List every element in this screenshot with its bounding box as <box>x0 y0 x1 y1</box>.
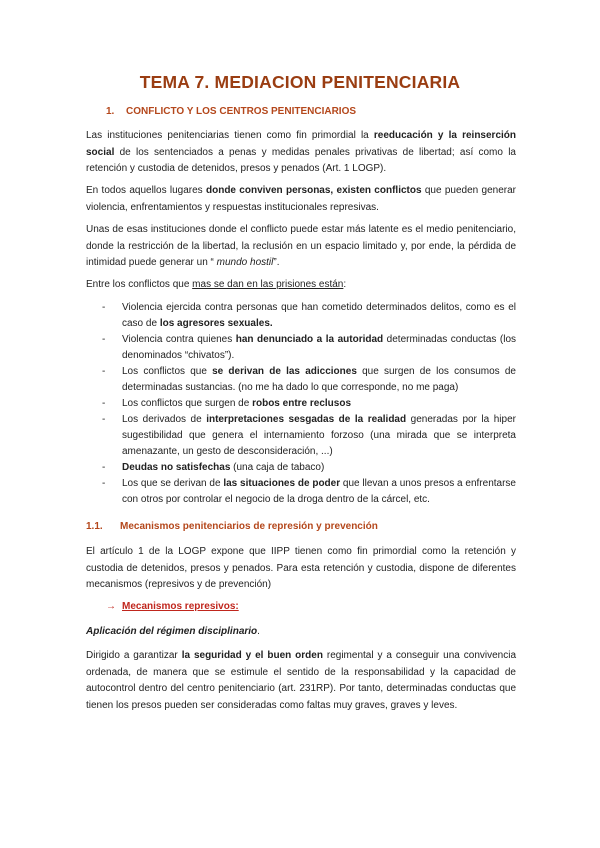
section-title: Mecanismos penitenciarios de represión y prevención <box>120 521 378 532</box>
text-run: Dirigido a garantizar <box>86 650 182 661</box>
paragraph-1 <box>86 128 516 178</box>
section-heading-1-1 <box>86 521 378 532</box>
list-item: - Los que se derivan de las situaciones de poder que llevan a unos presos a enfrentarse con otros por controlar el negocio de la droga dentro de la cárcel, etc. <box>102 478 516 505</box>
list-item: - Deudas no satisfechas (una caja de tabaco) <box>102 462 325 473</box>
subsubheading-disciplinary <box>86 626 260 637</box>
text-run: ”. <box>273 257 280 268</box>
paragraph-5: El artículo 1 de la LOGP expone que IIPP tienen como fin primordial como la retención y custodia de detenidos, presos y penados. Para esta retención y custodia, dispone de diferentes mecanismos (represivos y de prevención) <box>86 546 516 590</box>
text-run: Entre los conflictos que <box>86 279 193 290</box>
list-item: - Los derivados de interpretaciones sesgadas de la realidad generadas por la hiper sugestibilidad que genera el internamiento forzoso (una mirada que se interpreta amenazante, un gesto de desconsideración, ...) <box>102 414 516 457</box>
text-run: : <box>343 279 347 290</box>
list-item: - Los conflictos que se derivan de las adicciones que surgen de los consumos de determinadas sustancias. (no me ha dado lo que corresponde, no me paga) <box>102 366 516 393</box>
list-item: - Los conflictos que surgen de robos entre reclusos <box>102 398 352 409</box>
italic-text: mundo hostil <box>213 257 274 268</box>
section-title: CONFLICTO Y LOS CENTROS PENITENCIARIOS <box>126 106 357 117</box>
text-run: regimental y a conseguir una convivencia ordenada, de manera que se estimule el sentido de la responsabilidad y la capacidad de autocontrol dentro del centro penitenciario (art. 231RP). Por tanto, determinadas conductas que tienen los presos pueden ser consideradas como faltas muy graves, graves y leves. <box>86 650 517 711</box>
text-run: En todos aquellos lugares <box>86 185 206 196</box>
subsubheading-text: Aplicación del régimen disciplinario <box>86 626 258 637</box>
paragraph-3 <box>86 222 516 272</box>
text-run: Unas de esas instituciones donde el conflicto puede estar más latente es el medio penitenciario, donde la restricción de la libertad, la reclusión en un espacio limitado y, por ende, la pérdida de intimidad puede generar un “ <box>86 224 516 268</box>
conflict-list <box>86 300 516 508</box>
text-run: de los sentenciados a penas y medidas penales privativas de libertad; así como la retención y custodia de detenidos, presos y penados (Art. 1 LOGP). <box>86 146 516 174</box>
subheading-repressive <box>106 601 239 612</box>
text-run: que pueden generar violencia, enfrentamientos y respuestas institucionales represivas. <box>86 185 516 213</box>
bold-text: reeducación y la reinserción social <box>86 130 516 158</box>
subheading-text: Mecanismos represivos: <box>122 601 239 612</box>
page-title: TEMA 7. MEDIACION PENITENCIARIA <box>139 72 461 92</box>
list-item: - Violencia ejercida contra personas que han cometido determinados delitos, como es el caso de los agresores sexuales. <box>102 302 516 329</box>
section-number: 1. <box>106 106 115 117</box>
list-item: - Violencia contra quienes han denunciado a la autoridad determinadas conductas (los denominados “chivatos”). <box>102 334 516 361</box>
text-run: Las instituciones penitenciarias tienen como fin primordial la <box>86 130 374 141</box>
bold-text: la seguridad y el buen orden <box>181 650 323 661</box>
paragraph-2 <box>86 183 516 216</box>
section-number: 1.1. <box>86 521 103 532</box>
paragraph-6 <box>86 648 516 714</box>
subsubheading-suffix: . <box>257 626 260 637</box>
arrow-right-icon: → <box>106 601 116 612</box>
section-heading-1 <box>106 106 356 117</box>
paragraph-4 <box>86 277 516 294</box>
underlined-text: mas se dan en las prisiones están <box>192 279 344 290</box>
bold-text: donde conviven personas, existen conflictos <box>206 185 422 196</box>
